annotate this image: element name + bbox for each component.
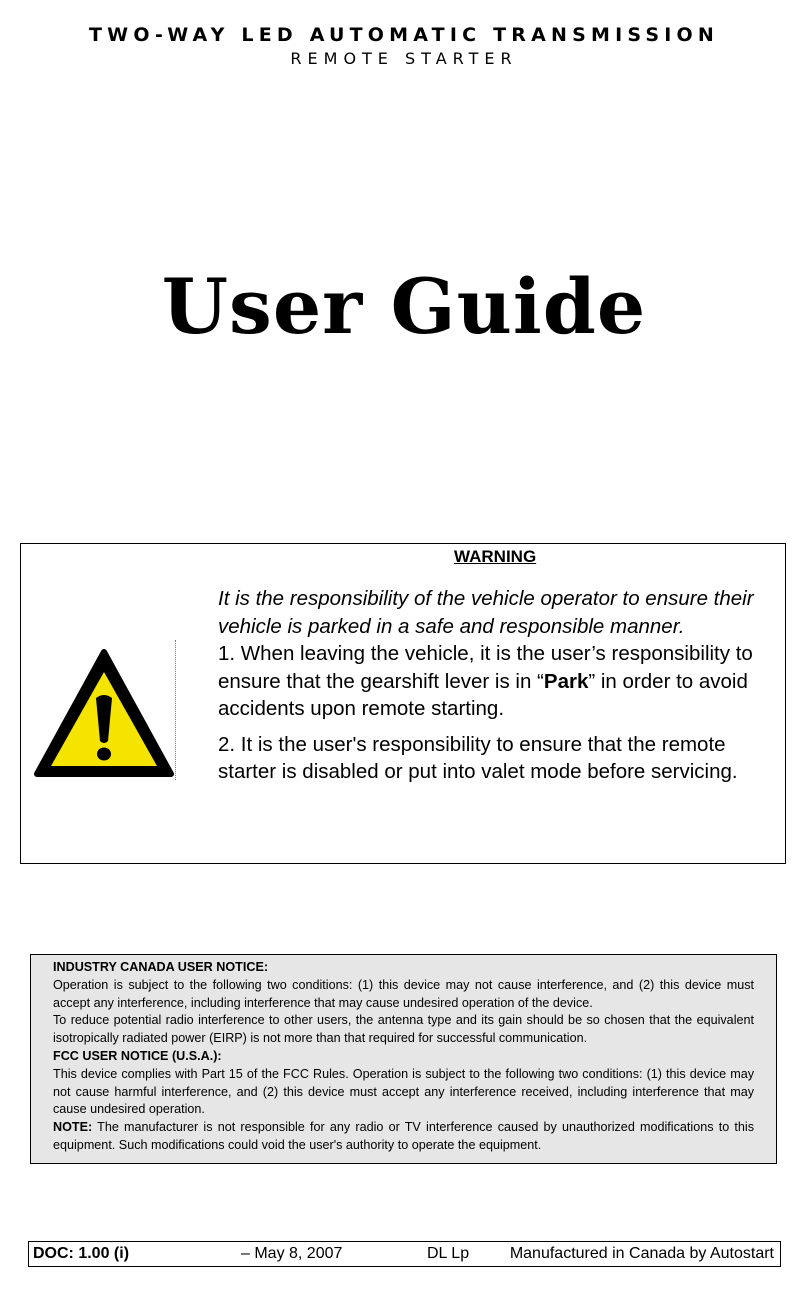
warning-intro: It is the responsibility of the vehicle operator to ensure their vehicle is parked in a safe and responsible manner. (218, 587, 754, 638)
footer-code: DL Lp (427, 1245, 470, 1262)
warning-item-2: 2. It is the user's responsibility to ensure that the remote starter is disabled or put into valet mode before servicing. (218, 732, 738, 783)
header-product-subline: REMOTE STARTER (290, 49, 518, 68)
warning-item-1 (218, 640, 780, 723)
fcc-notice-paragraph: This device complies with Part 15 of the FCC Rules. Operation is subject to the following two conditions: (1) this device may not cause harmful interference, and (2) this device must accept any interference received, including interference that may cause undesired operation. (53, 1066, 754, 1117)
ic-notice-paragraph-2: To reduce potential radio interference to other users, the antenna type and its gain should be so chosen that the equivalent isotropically radiated power (EIRP) is not more than that required for successful communication. (53, 1013, 754, 1046)
warning-box (20, 543, 786, 864)
page-title: User Guide (161, 262, 647, 351)
warning-divider (175, 640, 176, 780)
note-text: The manufacturer is not responsible for any radio or TV interference caused by unauthorized modifications to this equipment. Such modifications could void the user's authority to operate the equipment. (53, 1120, 754, 1152)
ic-notice-paragraph-1: Operation is subject to the following two conditions: (1) this device may not cause interference, and (2) this device must accept any interference, including interference that may cause undesired operation of the device. (53, 977, 754, 1010)
footer-manufacturer: Manufactured in Canada by Autostart (509, 1245, 774, 1262)
regulatory-notice-box (30, 954, 777, 1164)
note-label: NOTE: (53, 1120, 93, 1135)
footer-doc-version: DOC: 1.00 (i) (33, 1245, 130, 1262)
warning-item-1-start: 1. When leaving the vehicle, it is the user’s responsibility to ensure that the gearshift lever is in “ (218, 642, 753, 693)
warning-heading: WARNING (454, 547, 537, 566)
fcc-notice-heading: FCC USER NOTICE (U.S.A.): (53, 1048, 222, 1063)
footer-date: – May 8, 2007 (241, 1245, 343, 1262)
note-paragraph (53, 1119, 754, 1155)
header-product-line: TWO-WAY LED AUTOMATIC TRANSMISSION (89, 24, 719, 46)
warning-triangle-icon (33, 648, 175, 780)
warning-park-emphasis: Park (543, 669, 589, 693)
document-footer (28, 1241, 781, 1267)
warning-item-1-end: ” in order to avoid accidents upon remote starting. (218, 669, 748, 720)
ic-notice-heading: INDUSTRY CANADA USER NOTICE: (53, 960, 269, 974)
warning-text (218, 585, 780, 786)
